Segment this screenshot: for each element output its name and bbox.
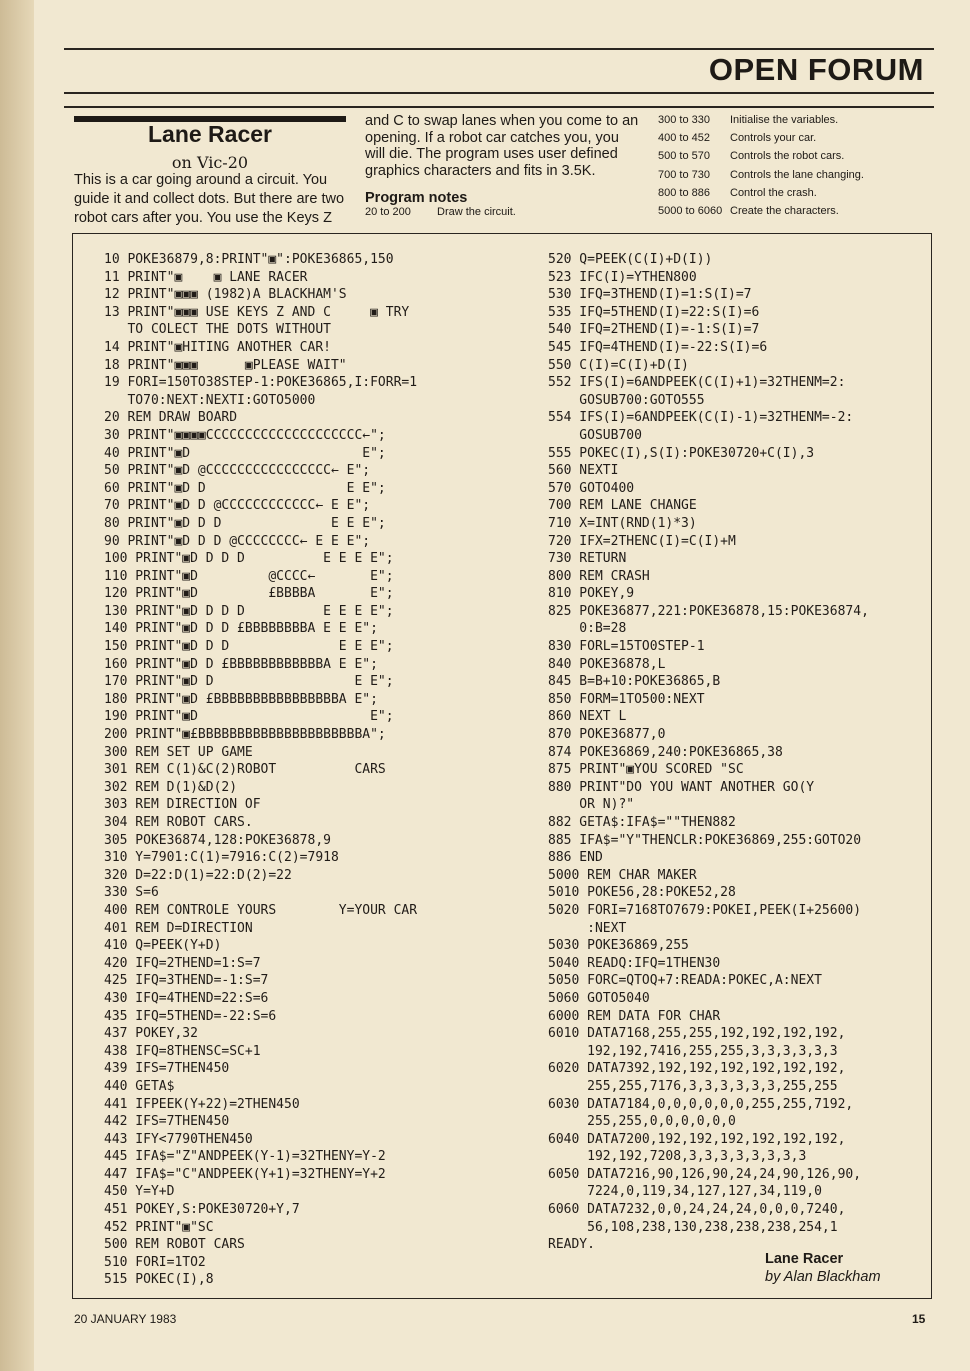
code-line: 5020 FORI=7168TO7679:POKEI,PEEK(I+25600) <box>548 902 862 918</box>
intro-paragraph-part2: and C to swap lanes when you come to an opening. If a robot car catches you, you will die. The program uses user defined graphics characters and fits in 3.5K. <box>365 113 639 179</box>
code-line: 520 Q=PEEK(C(I)+D(I)) <box>548 252 713 267</box>
code-line: 170 PRINT"▣D D E E"; <box>104 674 394 690</box>
code-line: 810 POKEY,9 <box>548 586 635 602</box>
code-line: 12 PRINT"▣▣▣ (1982)A BLACKHAM'S <box>104 287 347 303</box>
code-line: 886 END <box>548 850 603 866</box>
note-description: Create the characters. <box>730 205 839 217</box>
code-line: 439 IFS=7THEN450 <box>104 1061 230 1077</box>
code-line: 570 GOTO400 <box>548 480 635 496</box>
code-line: 875 PRINT"▣YOU SCORED "SC <box>548 762 744 778</box>
code-line: 451 POKEY,S:POKE30720+Y,7 <box>104 1202 300 1218</box>
note-range: 500 to 570 <box>658 150 710 162</box>
code-line: 0:B=28 <box>548 621 627 637</box>
code-line: 882 GETA$:IFA$=""THEN882 <box>548 815 736 830</box>
code-line: 510 FORI=1TO2 <box>104 1254 206 1270</box>
note-range: 5000 to 6060 <box>658 205 723 217</box>
code-line: 160 PRINT"▣D D £BBBBBBBBBBBBA E E"; <box>104 656 378 672</box>
code-line: 530 IFQ=3THEND(I)=1:S(I)=7 <box>548 287 752 303</box>
code-line: 6000 REM DATA FOR CHAR <box>548 1008 721 1024</box>
code-line: 6030 DATA7184,0,0,0,0,0,0,255,255,7192, <box>548 1096 854 1112</box>
note-description: Controls the robot cars. <box>730 150 845 162</box>
code-line: 140 PRINT"▣D D D £BBBBBBBBA E E E"; <box>104 621 378 637</box>
code-line: 850 FORM=1TO500:NEXT <box>548 691 705 707</box>
code-line: TO COLECT THE DOTS WITHOUT <box>104 322 331 338</box>
code-line: 445 IFA$="Z"ANDPEEK(Y-1)=32THENY=Y-2 <box>104 1149 386 1165</box>
code-line: 19 FORI=150TO38STEP-1:POKE36865,I:FORR=1 <box>104 375 418 391</box>
program-note <box>658 132 816 144</box>
code-line: 18 PRINT"▣▣▣ ▣PLEASE WAIT" <box>104 357 347 373</box>
code-line: 523 IFC(I)=YTHEN800 <box>548 269 697 285</box>
code-line: 450 Y=Y+D <box>104 1184 175 1200</box>
code-line: GOSUB700:GOTO555 <box>548 392 705 408</box>
article-platform: on Vic-20 <box>171 153 249 172</box>
code-line: 885 IFA$="Y"THENCLR:POKE36869,255:GOTO20 <box>548 832 862 848</box>
listing-column-left <box>104 251 536 1289</box>
code-line: 11 PRINT"▣ ▣ LANE RACER <box>104 269 308 285</box>
code-line: 56,108,238,130,238,238,238,254,1 <box>548 1219 838 1235</box>
code-line: 860 NEXT L <box>548 709 627 725</box>
code-line: 840 POKE36878,L <box>548 656 666 672</box>
code-line: 5030 POKE36869,255 <box>548 938 689 954</box>
code-line: 6040 DATA7200,192,192,192,192,192,192, <box>548 1131 846 1147</box>
note-range: 20 to 200 <box>365 206 411 218</box>
code-line: 500 REM ROBOT CARS <box>104 1237 245 1253</box>
code-line: 874 POKE36869,240:POKE36865,38 <box>548 744 783 760</box>
section-title: OPEN FORUM <box>708 52 924 87</box>
code-line: 301 REM C(1)&C(2)ROBOT CARS <box>104 762 386 778</box>
note-description: Control the crash. <box>730 187 817 199</box>
program-note <box>658 150 844 162</box>
code-line: 255,255,7176,3,3,3,3,3,3,255,255 <box>548 1078 838 1094</box>
credit-title: Lane Racer <box>765 1251 844 1267</box>
code-line: 130 PRINT"▣D D D D E E E E"; <box>104 603 394 619</box>
program-note <box>658 169 864 181</box>
code-line: 554 IFS(I)=6ANDPEEK(C(I)-1)=32THENM=-2: <box>548 410 854 426</box>
code-line: 5000 REM CHAR MAKER <box>548 867 697 883</box>
code-line: 302 REM D(1)&D(2) <box>104 779 238 795</box>
code-line: 400 REM CONTROLE YOURS Y=YOUR CAR <box>104 902 418 918</box>
code-line: 435 IFQ=5THEND=-22:S=6 <box>104 1008 277 1024</box>
code-line: 447 IFA$="C"ANDPEEK(Y+1)=32THENY=Y+2 <box>104 1166 386 1182</box>
credit-author: by Alan Blackham <box>765 1269 881 1285</box>
article-title: Lane Racer <box>147 121 272 147</box>
code-line: 720 IFX=2THENC(I)=C(I)+M <box>548 533 736 549</box>
code-line: 50 PRINT"▣D @CCCCCCCCCCCCCCCC← E"; <box>104 463 371 479</box>
code-line: 830 FORL=15TO0STEP-1 <box>548 639 705 655</box>
code-line: 555 POKEC(I),S(I):POKE30720+C(I),3 <box>548 445 815 461</box>
code-line: 305 POKE36874,128:POKE36878,9 <box>104 832 331 848</box>
code-line: TO70:NEXT:NEXTI:GOTO5000 <box>104 392 316 408</box>
code-line: 150 PRINT"▣D D D E E E"; <box>104 639 394 655</box>
code-line: 14 PRINT"▣HITING ANOTHER CAR! <box>104 339 331 355</box>
note-description: Controls your car. <box>730 132 817 144</box>
listing-column-right <box>548 251 920 1254</box>
code-line: 441 IFPEEK(Y+22)=2THEN450 <box>104 1096 300 1112</box>
code-line: 710 X=INT(RND(1)*3) <box>548 515 697 531</box>
code-line: 825 POKE36877,221:POKE36878,15:POKE36874, <box>548 603 869 619</box>
code-line: 303 REM DIRECTION OF <box>104 797 261 813</box>
code-line: 40 PRINT"▣D E"; <box>104 445 386 461</box>
program-note <box>658 205 839 217</box>
code-line: 401 REM D=DIRECTION <box>104 920 253 936</box>
program-note <box>365 206 516 218</box>
code-line: 300 REM SET UP GAME <box>104 744 253 760</box>
code-line: 120 PRINT"▣D £BBBBA E"; <box>104 586 394 602</box>
code-line: 540 IFQ=2THEND(I)=-1:S(I)=7 <box>548 322 760 338</box>
note-range: 700 to 730 <box>658 169 710 181</box>
note-range: 300 to 330 <box>658 114 710 126</box>
code-line: 420 IFQ=2THEND=1:S=7 <box>104 955 261 971</box>
code-line: 192,192,7416,255,255,3,3,3,3,3,3 <box>548 1043 838 1059</box>
code-line: 550 C(I)=C(I)+D(I) <box>548 357 689 373</box>
intro-paragraph-part1: This is a car going around a circuit. You guide it and collect dots. But there are two robot cars after you. You use the Keys Z <box>74 172 345 226</box>
code-line: 443 IFY<7790THEN450 <box>104 1131 253 1147</box>
code-line: 845 B=B+10:POKE36865,B <box>548 674 721 690</box>
code-line: 6010 DATA7168,255,255,192,192,192,192, <box>548 1026 846 1042</box>
code-line: 190 PRINT"▣D E"; <box>104 709 394 725</box>
code-line: 192,192,7208,3,3,3,3,3,3,3,3 <box>548 1149 807 1165</box>
note-description: Draw the circuit. <box>437 206 516 218</box>
note-description: Initialise the variables. <box>730 114 839 126</box>
code-line: 6020 DATA7392,192,192,192,192,192,192, <box>548 1061 846 1077</box>
program-note <box>658 187 817 199</box>
code-line: 255,255,0,0,0,0,0,0 <box>548 1114 736 1130</box>
code-line: 5010 POKE56,28:POKE52,28 <box>548 885 736 901</box>
code-line: 430 IFQ=4THEND=22:S=6 <box>104 990 269 1006</box>
code-line: 552 IFS(I)=6ANDPEEK(C(I)+1)=32THENM=2: <box>548 375 846 391</box>
code-line: 5040 READQ:IFQ=1THEN30 <box>548 955 721 971</box>
code-line: 110 PRINT"▣D @CCCC← E"; <box>104 568 394 584</box>
code-line: 80 PRINT"▣D D D E E E"; <box>104 515 386 531</box>
code-line: 437 POKEY,32 <box>104 1026 198 1042</box>
code-line: 880 PRINT"DO YOU WANT ANOTHER GO(Y <box>548 779 815 795</box>
code-line: 515 POKEC(I),8 <box>104 1272 214 1288</box>
code-line: 410 Q=PEEK(Y+D) <box>104 938 222 954</box>
code-line: READY. <box>548 1237 595 1253</box>
code-line: 330 S=6 <box>104 885 159 901</box>
code-line: 440 GETA$ <box>104 1078 175 1094</box>
code-line: :NEXT <box>548 920 627 936</box>
code-line: 13 PRINT"▣▣▣ USE KEYS Z AND C ▣ TRY <box>104 304 410 320</box>
code-line: 700 REM LANE CHANGE <box>548 498 697 514</box>
code-line: GOSUB700 <box>548 427 642 443</box>
note-range: 800 to 886 <box>658 187 710 199</box>
code-line: 310 Y=7901:C(1)=7916:C(2)=7918 <box>104 850 339 866</box>
code-line: 730 RETURN <box>548 551 627 567</box>
code-line: 10 POKE36879,8:PRINT"▣":POKE36865,150 <box>104 252 394 267</box>
code-line: OR N)?" <box>548 797 635 813</box>
code-line: 5060 GOTO5040 <box>548 990 650 1006</box>
code-line: 30 PRINT"▣▣▣▣CCCCCCCCCCCCCCCCCCCC←"; <box>104 427 386 443</box>
code-line: 452 PRINT"▣"SC <box>104 1219 214 1235</box>
code-line: 870 POKE36877,0 <box>548 727 666 743</box>
code-line: 442 IFS=7THEN450 <box>104 1114 230 1130</box>
code-line: 438 IFQ=8THENSC=SC+1 <box>104 1043 261 1059</box>
code-line: 100 PRINT"▣D D D D E E E E"; <box>104 551 394 567</box>
code-line: 545 IFQ=4THEND(I)=-22:S(I)=6 <box>548 339 768 355</box>
code-line: 180 PRINT"▣D £BBBBBBBBBBBBBBBBA E"; <box>104 691 378 707</box>
footer-date: 20 JANUARY 1983 <box>74 1312 177 1326</box>
code-line: 5050 FORC=QTOQ+7:READA:POKEC,A:NEXT <box>548 973 822 989</box>
magazine-spine-shadow <box>0 0 34 1371</box>
note-description: Controls the lane changing. <box>730 169 864 181</box>
code-line: 6050 DATA7216,90,126,90,24,24,90,126,90, <box>548 1166 862 1182</box>
program-note <box>658 114 838 126</box>
code-line: 90 PRINT"▣D D D @CCCCCCCC← E E E"; <box>104 533 371 549</box>
code-line: 200 PRINT"▣£BBBBBBBBBBBBBBBBBBBBBA"; <box>104 727 386 743</box>
code-line: 20 REM DRAW BOARD <box>104 410 238 426</box>
note-range: 400 to 452 <box>658 132 710 144</box>
code-line: 560 NEXTI <box>548 463 619 479</box>
code-line: 425 IFQ=3THEND=-1:S=7 <box>104 973 269 989</box>
program-notes-title: Program notes <box>365 190 468 206</box>
code-line: 60 PRINT"▣D D E E"; <box>104 480 386 496</box>
page-number: 15 <box>912 1312 926 1326</box>
code-line: 800 REM CRASH <box>548 568 650 584</box>
code-line: 304 REM ROBOT CARS. <box>104 815 253 830</box>
code-line: 320 D=22:D(1)=22:D(2)=22 <box>104 867 292 883</box>
code-line: 70 PRINT"▣D D @CCCCCCCCCCCC← E E"; <box>104 498 371 514</box>
code-line: 535 IFQ=5THEND(I)=22:S(I)=6 <box>548 304 760 320</box>
code-line: 6060 DATA7232,0,0,24,24,24,0,0,0,7240, <box>548 1202 846 1218</box>
code-line: 7224,0,119,34,127,127,34,119,0 <box>548 1184 822 1200</box>
